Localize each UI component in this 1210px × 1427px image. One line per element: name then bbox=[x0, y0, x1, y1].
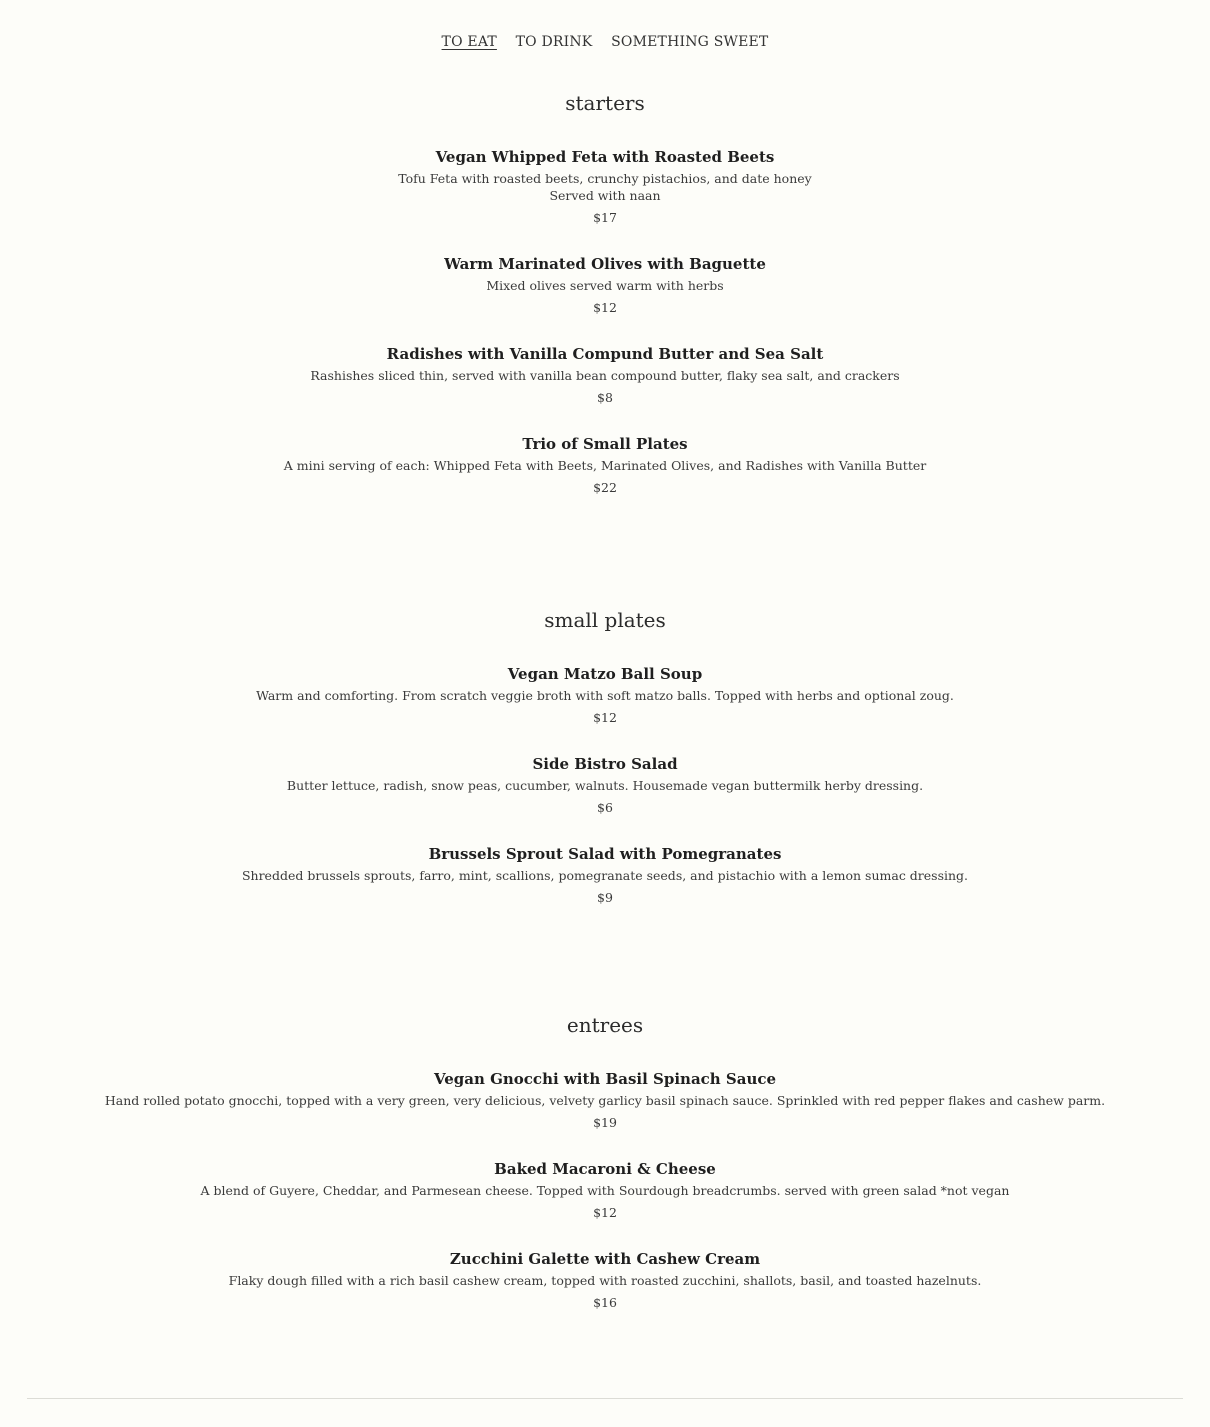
item-price: $16 bbox=[593, 1295, 617, 1310]
item-name: Vegan Matzo Ball Soup bbox=[507, 665, 703, 683]
item-name: Vegan Whipped Feta with Roasted Beets bbox=[435, 148, 775, 166]
section-title: entrees bbox=[566, 1013, 644, 1037]
item-price: $19 bbox=[593, 1115, 617, 1130]
menu-item bbox=[0, 1159, 1210, 1221]
menu-items bbox=[0, 664, 1210, 906]
item-name: Zucchini Galette with Cashew Cream bbox=[449, 1250, 761, 1268]
item-description: Rashishes sliced thin, served with vanilla bean compound butter, flaky sea salt, and crackers bbox=[310, 368, 900, 383]
menu-items bbox=[0, 1069, 1210, 1311]
item-price: $22 bbox=[593, 480, 617, 495]
section-entrees bbox=[0, 1011, 1210, 1339]
item-name: Vegan Gnocchi with Basil Spinach Sauce bbox=[433, 1070, 777, 1088]
item-price: $9 bbox=[597, 890, 613, 905]
tab-something-sweet[interactable]: SOMETHING SWEET bbox=[611, 34, 769, 50]
item-name: Baked Macaroni & Cheese bbox=[494, 1160, 716, 1178]
item-description: Mixed olives served warm with herbs bbox=[486, 278, 724, 293]
item-description-line: Tofu Feta with roasted beets, crunchy pistachios, and date honey bbox=[398, 171, 812, 186]
item-name: Brussels Sprout Salad with Pomegranates bbox=[428, 845, 782, 863]
item-price: $17 bbox=[593, 210, 617, 225]
menu-item bbox=[0, 1069, 1210, 1131]
menu-items bbox=[0, 147, 1210, 496]
item-description: Butter lettuce, radish, snow peas, cucumber, walnuts. Housemade vegan buttermilk herby dressing. bbox=[286, 778, 924, 793]
item-name: Side Bistro Salad bbox=[532, 755, 678, 773]
item-description-line: Served with naan bbox=[549, 188, 661, 203]
menu-item bbox=[0, 344, 1210, 406]
footer-divider bbox=[27, 1398, 1183, 1399]
item-description bbox=[0, 170, 1210, 204]
item-description: Hand rolled potato gnocchi, topped with a very green, very delicious, velvety garlicy basil spinach sauce. Sprinkled with red pepper flakes and cashew parm. bbox=[104, 1093, 1106, 1108]
item-price: $8 bbox=[597, 390, 613, 405]
menu-item bbox=[0, 664, 1210, 726]
item-description: Warm and comforting. From scratch veggie broth with soft matzo balls. Topped with herbs and optional zoug. bbox=[256, 688, 954, 703]
section-starters bbox=[0, 89, 1210, 524]
tab-to-drink[interactable]: TO DRINK bbox=[515, 34, 593, 50]
menu-item bbox=[0, 754, 1210, 816]
item-description: Shredded brussels sprouts, farro, mint, scallions, pomegranate seeds, and pistachio with a lemon sumac dressing. bbox=[241, 868, 969, 883]
item-price: $12 bbox=[593, 710, 617, 725]
item-price: $12 bbox=[593, 300, 617, 315]
item-name: Warm Marinated Olives with Baguette bbox=[444, 255, 766, 273]
item-description: Flaky dough filled with a rich basil cashew cream, topped with roasted zucchini, shallots, basil, and toasted hazelnuts. bbox=[228, 1273, 982, 1288]
tab-to-eat[interactable]: TO EAT bbox=[441, 34, 497, 50]
item-price: $6 bbox=[597, 800, 613, 815]
section-small-plates bbox=[0, 606, 1210, 934]
item-description: A blend of Guyere, Cheddar, and Parmesean cheese. Topped with Sourdough breadcrumbs. served with green salad *not vegan bbox=[200, 1183, 1010, 1198]
menu-item bbox=[0, 254, 1210, 316]
menu-item bbox=[0, 147, 1210, 226]
menu-item bbox=[0, 844, 1210, 906]
item-description: A mini serving of each: Whipped Feta with Beets, Marinated Olives, and Radishes with Vanilla Butter bbox=[283, 458, 927, 473]
menu-item bbox=[0, 434, 1210, 496]
section-title: starters bbox=[565, 91, 645, 115]
item-price: $12 bbox=[593, 1205, 617, 1220]
item-name: Trio of Small Plates bbox=[522, 435, 688, 453]
menu-item bbox=[0, 1249, 1210, 1311]
menu-tabs bbox=[0, 34, 1210, 50]
item-name: Radishes with Vanilla Compund Butter and Sea Salt bbox=[386, 345, 824, 363]
section-title: small plates bbox=[544, 608, 666, 632]
